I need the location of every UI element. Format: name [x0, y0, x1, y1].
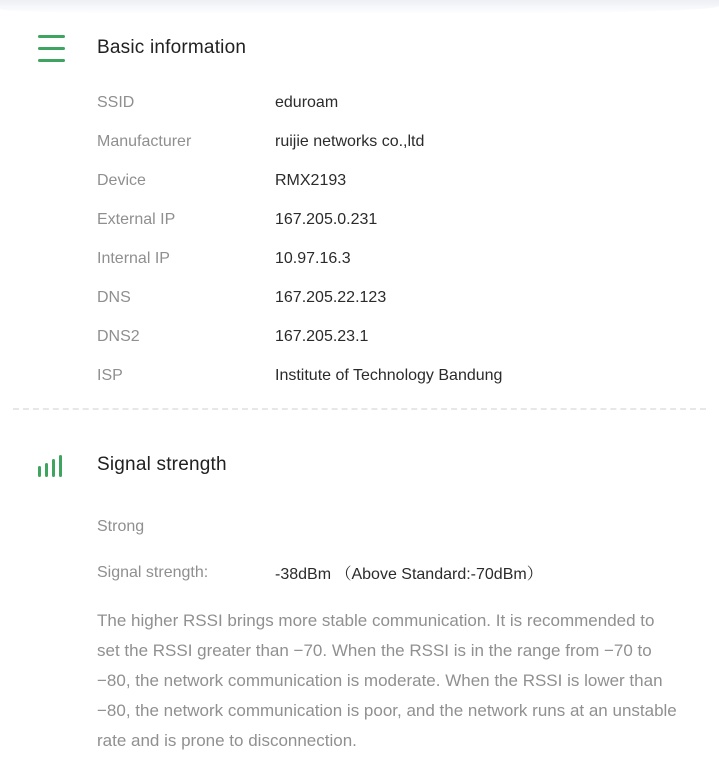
- info-label: Manufacturer: [97, 132, 192, 150]
- signal-strength-label: Signal strength:: [97, 563, 209, 581]
- info-row-internal-ip: [0, 239, 719, 278]
- info-value: 167.205.22.123: [275, 288, 387, 306]
- info-label: DNS: [97, 288, 131, 306]
- signal-status: [0, 507, 719, 546]
- signal-bars-icon: [38, 453, 62, 477]
- info-label: SSID: [97, 93, 135, 111]
- basic-information-header: [0, 32, 719, 64]
- info-row-external-ip: [0, 200, 719, 239]
- info-label: DNS2: [97, 327, 140, 345]
- signal-strength-value: -38dBm （Above Standard:-70dBm）: [275, 566, 543, 583]
- signal-strength-row: [0, 553, 719, 592]
- menu-lines-icon: [38, 35, 65, 62]
- info-value: RMX2193: [275, 171, 347, 189]
- basic-information-title: Basic information: [97, 37, 247, 58]
- info-label: Internal IP: [97, 249, 170, 267]
- info-label: External IP: [97, 210, 176, 228]
- info-value: 167.205.23.1: [275, 327, 369, 345]
- info-value: Institute of Technology Bandung: [275, 366, 503, 384]
- info-value: 167.205.0.231: [275, 210, 378, 228]
- info-value: 10.97.16.3: [275, 249, 351, 267]
- dashed-divider: [13, 408, 706, 410]
- info-row-device: [0, 161, 719, 200]
- signal-status-text: Strong: [97, 517, 145, 535]
- info-value: eduroam: [275, 93, 339, 111]
- info-row-ssid: [0, 83, 719, 122]
- signal-strength-title: Signal strength: [97, 454, 227, 475]
- rssi-description: The higher RSSI brings more stable communication. It is recommended to set the RSSI greater than −70. When the RSSI is in the range from −70 to −80, the network communication is moderate. When the RSSI is lower than −80, the network communication is poor, and the network runs at an unstable rate and is prone to disconnection.: [97, 611, 677, 750]
- info-value: ruijie networks co.,ltd: [275, 132, 425, 150]
- info-row-dns: [0, 278, 719, 317]
- top-shadow-band: [0, 0, 719, 14]
- info-row-manufacturer: [0, 122, 719, 161]
- info-label: Device: [97, 171, 146, 189]
- signal-strength-header: [0, 450, 719, 480]
- info-row-dns2: [0, 317, 719, 356]
- info-label: ISP: [97, 366, 123, 384]
- info-row-isp: [0, 356, 719, 395]
- basic-information-list: [0, 83, 719, 395]
